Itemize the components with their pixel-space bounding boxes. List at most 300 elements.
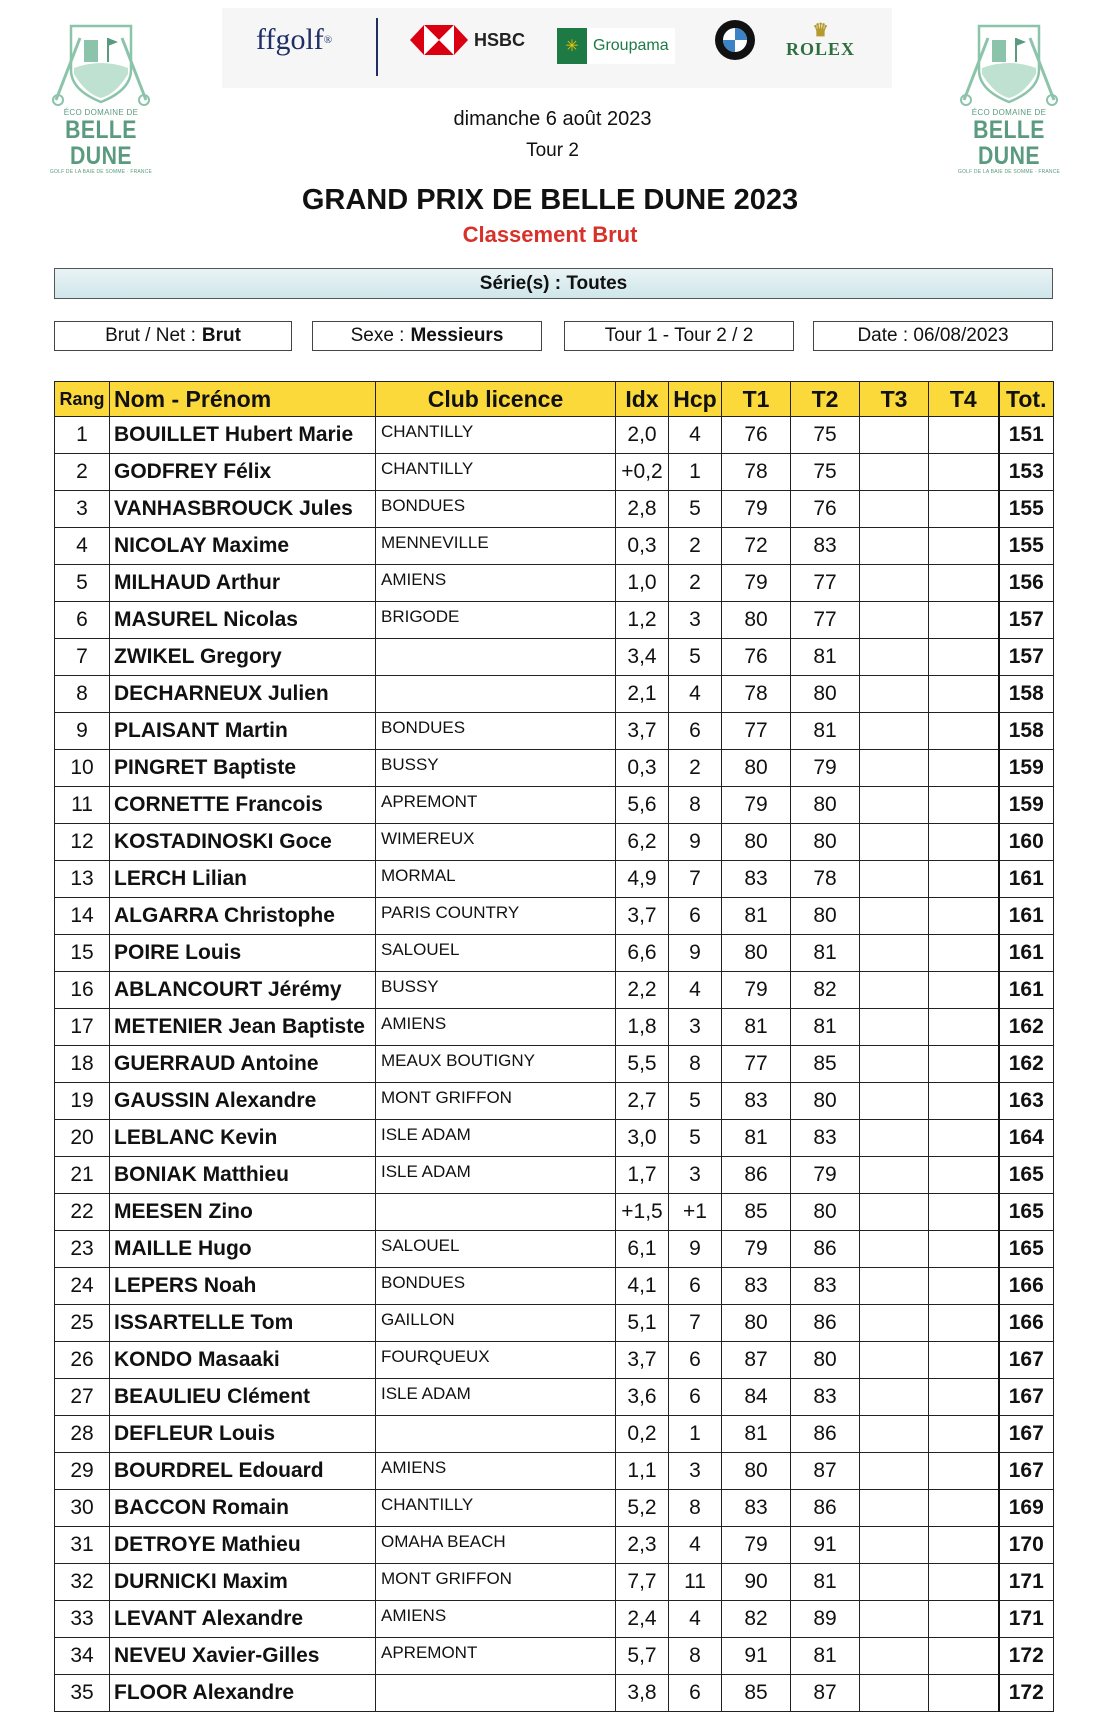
cell-t3 [860,1120,929,1157]
cell-nom: LERCH Lilian [110,861,376,898]
cell-tot: 158 [999,713,1054,750]
cell-rang: 14 [55,898,110,935]
cell-t2: 86 [791,1305,860,1342]
cell-t4 [929,861,999,898]
cell-t2: 86 [791,1490,860,1527]
cell-club: BONDUES [376,1268,616,1305]
cell-idx: 2,4 [616,1601,669,1638]
cell-t2: 77 [791,565,860,602]
cell-tot: 158 [999,676,1054,713]
cell-t1: 81 [722,1009,791,1046]
cell-t1: 82 [722,1601,791,1638]
cell-rang: 9 [55,713,110,750]
cell-t3 [860,1601,929,1638]
cell-hcp: 5 [669,639,722,676]
cell-idx: 7,7 [616,1564,669,1601]
cell-t4 [929,898,999,935]
cell-t3 [860,898,929,935]
cell-club: BUSSY [376,750,616,787]
cell-t1: 77 [722,1046,791,1083]
cell-t2: 80 [791,787,860,824]
cell-t1: 80 [722,1305,791,1342]
cell-t1: 85 [722,1675,791,1712]
cell-club: MONT GRIFFON [376,1083,616,1120]
cell-t3 [860,1157,929,1194]
table-row [55,1527,1054,1564]
cell-t3 [860,750,929,787]
cell-t2: 81 [791,713,860,750]
cell-t1: 79 [722,1231,791,1268]
cell-club: AMIENS [376,1453,616,1490]
cell-t1: 83 [722,861,791,898]
cell-hcp: 3 [669,1009,722,1046]
cell-t4 [929,676,999,713]
cell-club: MORMAL [376,861,616,898]
cell-nom: DEFLEUR Louis [110,1416,376,1453]
cell-rang: 29 [55,1453,110,1490]
cell-t4 [929,1638,999,1675]
cell-t1: 81 [722,1416,791,1453]
crown-icon: ♛ [812,19,829,40]
table-row [55,528,1054,565]
cell-club: AMIENS [376,1601,616,1638]
cell-nom: VANHASBROUCK Jules [110,491,376,528]
cell-tot: 165 [999,1231,1054,1268]
cell-tot: 162 [999,1046,1054,1083]
cell-nom: LEBLANC Kevin [110,1120,376,1157]
cell-t2: 79 [791,1157,860,1194]
cell-rang: 16 [55,972,110,1009]
cell-t4 [929,935,999,972]
cell-t3 [860,1268,929,1305]
cell-rang: 2 [55,454,110,491]
cell-t4 [929,713,999,750]
cell-t4 [929,491,999,528]
cell-t3 [860,1009,929,1046]
cell-t2: 80 [791,898,860,935]
col-header-club: Club licence [376,382,616,417]
cell-hcp: 4 [669,972,722,1009]
cell-t4 [929,1342,999,1379]
cell-t2: 91 [791,1527,860,1564]
cell-t3 [860,565,929,602]
club-logo-left [36,18,166,175]
cell-tot: 164 [999,1120,1054,1157]
cell-tot: 151 [999,417,1054,454]
cell-hcp: 6 [669,1342,722,1379]
col-header-nom: Nom - Prénom [110,382,376,417]
table-row [55,1194,1054,1231]
cell-idx: 0,2 [616,1416,669,1453]
sexe-label: Sexe : [350,325,405,346]
cell-t2: 81 [791,639,860,676]
cell-idx: 1,8 [616,1009,669,1046]
cell-idx: 1,7 [616,1157,669,1194]
cell-club: BRIGODE [376,602,616,639]
cell-t1: 76 [722,639,791,676]
table-row [55,750,1054,787]
cell-t4 [929,750,999,787]
cell-t4 [929,1305,999,1342]
table-row [55,935,1054,972]
cell-t3 [860,787,929,824]
date-box: Date : 06/08/2023 [813,321,1053,351]
cell-t2: 78 [791,861,860,898]
registered-icon: ® [323,34,333,46]
cell-idx: 2,2 [616,972,669,1009]
bmw-roundel-icon [714,19,756,61]
cell-rang: 15 [55,935,110,972]
cell-t4 [929,787,999,824]
cell-t2: 85 [791,1046,860,1083]
cell-club: AMIENS [376,1009,616,1046]
cell-nom: ISSARTELLE Tom [110,1305,376,1342]
cell-nom: POIRE Louis [110,935,376,972]
golf-crest-icon [954,18,1064,106]
logo-line-2: BELLE DUNE [65,116,137,170]
cell-club: MENNEVILLE [376,528,616,565]
col-header-t1: T1 [722,382,791,417]
cell-t3 [860,1527,929,1564]
cell-hcp: 4 [669,1601,722,1638]
cell-idx: +1,5 [616,1194,669,1231]
groupama-mark-icon: ✳ [557,28,587,64]
col-header-t3: T3 [860,382,929,417]
table-row [55,1268,1054,1305]
cell-t2: 80 [791,824,860,861]
cell-nom: GUERRAUD Antoine [110,1046,376,1083]
cell-t3 [860,639,929,676]
cell-tot: 165 [999,1157,1054,1194]
table-row [55,1120,1054,1157]
cell-t4 [929,1453,999,1490]
series-bar: Série(s) : Toutes [54,268,1053,299]
cell-t3 [860,1564,929,1601]
cell-tot: 159 [999,750,1054,787]
cell-tot: 161 [999,861,1054,898]
cell-tot: 167 [999,1379,1054,1416]
logo-line-1: ÉCO DOMAINE DE [971,108,1047,117]
brut-net-label: Brut / Net : [105,325,196,346]
cell-t2: 77 [791,602,860,639]
cell-club: ISLE ADAM [376,1157,616,1194]
table-row [55,417,1054,454]
table-row [55,787,1054,824]
ffgolf-logo [256,0,332,80]
col-header-tot: Tot. [999,382,1054,417]
cell-hcp: 6 [669,1268,722,1305]
tour-label: Tour 2 [526,140,579,161]
cell-idx: 2,7 [616,1083,669,1120]
page-title: GRAND PRIX DE BELLE DUNE 2023 [301,184,799,216]
cell-hcp: 2 [669,750,722,787]
cell-idx: 3,7 [616,713,669,750]
cell-rang: 5 [55,565,110,602]
cell-hcp: 8 [669,1490,722,1527]
cell-hcp: 1 [669,454,722,491]
sexe-box [312,321,542,351]
cell-t3 [860,861,929,898]
cell-t2: 80 [791,1194,860,1231]
bmw-logo [714,0,756,80]
table-row [55,861,1054,898]
cell-hcp: 1 [669,1416,722,1453]
cell-t4 [929,1675,999,1712]
cell-club: MEAUX BOUTIGNY [376,1046,616,1083]
cell-t2: 87 [791,1675,860,1712]
cell-t4 [929,417,999,454]
cell-hcp: 6 [669,898,722,935]
rolex-logo [786,0,855,80]
cell-tot: 159 [999,787,1054,824]
cell-idx: 5,7 [616,1638,669,1675]
cell-t3 [860,602,929,639]
cell-t3 [860,1490,929,1527]
cell-hcp: 5 [669,491,722,528]
golf-crest-icon [46,18,156,106]
cell-t1: 76 [722,417,791,454]
cell-club: WIMEREUX [376,824,616,861]
table-row [55,676,1054,713]
cell-idx: 2,0 [616,417,669,454]
cell-nom: DETROYE Mathieu [110,1527,376,1564]
col-header-rang: Rang [55,382,110,417]
table-header-row [55,382,1054,417]
cell-t3 [860,1231,929,1268]
logo-line-1: ÉCO DOMAINE DE [63,108,139,117]
cell-idx: 4,1 [616,1268,669,1305]
cell-hcp: 9 [669,935,722,972]
table-row [55,1453,1054,1490]
col-header-t4: T4 [929,382,999,417]
cell-rang: 23 [55,1231,110,1268]
table-row [55,1601,1054,1638]
cell-t2: 80 [791,1083,860,1120]
logo-line-2: BELLE DUNE [973,116,1045,170]
cell-t4 [929,824,999,861]
cell-club: ISLE ADAM [376,1379,616,1416]
cell-t3 [860,1083,929,1120]
cell-club: BONDUES [376,713,616,750]
cell-t2: 82 [791,972,860,1009]
col-header-hcp: Hcp [669,382,722,417]
cell-idx: 3,7 [616,898,669,935]
cell-nom: MASUREL Nicolas [110,602,376,639]
cell-t2: 83 [791,1120,860,1157]
cell-rang: 22 [55,1194,110,1231]
cell-hcp: 8 [669,787,722,824]
cell-t1: 78 [722,454,791,491]
cell-idx: 6,6 [616,935,669,972]
table-row [55,713,1054,750]
cell-nom: PLAISANT Martin [110,713,376,750]
cell-t3 [860,1453,929,1490]
cell-t3 [860,491,929,528]
groupama-logo [557,28,675,64]
cell-nom: BOUILLET Hubert Marie [110,417,376,454]
cell-idx: 3,8 [616,1675,669,1712]
cell-hcp: +1 [669,1194,722,1231]
cell-rang: 35 [55,1675,110,1712]
cell-t3 [860,1046,929,1083]
cell-t1: 79 [722,491,791,528]
cell-nom: NEVEU Xavier-Gilles [110,1638,376,1675]
cell-idx: 6,2 [616,824,669,861]
cell-hcp: 5 [669,1120,722,1157]
club-logo-right [944,18,1074,175]
cell-club: FOURQUEUX [376,1342,616,1379]
cell-rang: 4 [55,528,110,565]
cell-nom: CORNETTE Francois [110,787,376,824]
cell-rang: 19 [55,1083,110,1120]
cell-tot: 171 [999,1564,1054,1601]
cell-rang: 10 [55,750,110,787]
cell-tot: 162 [999,1009,1054,1046]
cell-tot: 169 [999,1490,1054,1527]
cell-hcp: 4 [669,417,722,454]
cell-club: GAILLON [376,1305,616,1342]
cell-idx: +0,2 [616,454,669,491]
cell-nom: BOURDREL Edouard [110,1453,376,1490]
cell-t1: 83 [722,1083,791,1120]
cell-t4 [929,639,999,676]
cell-t3 [860,417,929,454]
cell-tot: 166 [999,1305,1054,1342]
cell-rang: 12 [55,824,110,861]
cell-idx: 5,1 [616,1305,669,1342]
cell-tot: 167 [999,1453,1054,1490]
table-row [55,1305,1054,1342]
results-table [54,381,1054,1712]
table-row [55,602,1054,639]
cell-idx: 3,0 [616,1120,669,1157]
cell-nom: DURNICKI Maxim [110,1564,376,1601]
cell-tot: 153 [999,454,1054,491]
cell-nom: MEESEN Zino [110,1194,376,1231]
cell-nom: PINGRET Baptiste [110,750,376,787]
cell-hcp: 8 [669,1046,722,1083]
cell-t3 [860,972,929,1009]
cell-club [376,1675,616,1712]
cell-tot: 170 [999,1527,1054,1564]
cell-t1: 81 [722,898,791,935]
cell-tot: 161 [999,972,1054,1009]
cell-t1: 78 [722,676,791,713]
table-row [55,1083,1054,1120]
cell-rang: 31 [55,1527,110,1564]
table-row [55,1009,1054,1046]
table-row [55,491,1054,528]
cell-rang: 28 [55,1416,110,1453]
rolex-text: ROLEX [786,38,856,59]
groupama-text: Groupama [593,37,669,54]
cell-tot: 163 [999,1083,1054,1120]
cell-rang: 27 [55,1379,110,1416]
cell-t2: 83 [791,528,860,565]
cell-hcp: 11 [669,1564,722,1601]
cell-hcp: 5 [669,1083,722,1120]
cell-t3 [860,1675,929,1712]
col-header-t2: T2 [791,382,860,417]
cell-tot: 172 [999,1675,1054,1712]
cell-t3 [860,528,929,565]
cell-tot: 157 [999,602,1054,639]
cell-idx: 6,1 [616,1231,669,1268]
cell-hcp: 9 [669,1231,722,1268]
table-row [55,1675,1054,1712]
cell-t1: 80 [722,750,791,787]
table-row [55,639,1054,676]
table-row [55,565,1054,602]
cell-club: CHANTILLY [376,1490,616,1527]
cell-t2: 75 [791,454,860,491]
cell-hcp: 7 [669,1305,722,1342]
cell-rang: 21 [55,1157,110,1194]
logo-line-3: GOLF DE LA BAIE DE SOMME · FRANCE [957,169,1061,175]
cell-nom: ALGARRA Christophe [110,898,376,935]
cell-t2: 81 [791,935,860,972]
tours-box: Tour 1 - Tour 2 / 2 [564,321,794,351]
cell-rang: 7 [55,639,110,676]
cell-rang: 17 [55,1009,110,1046]
cell-t2: 83 [791,1379,860,1416]
cell-tot: 166 [999,1268,1054,1305]
table-row [55,1379,1054,1416]
table-row [55,1638,1054,1675]
cell-rang: 30 [55,1490,110,1527]
cell-t1: 86 [722,1157,791,1194]
cell-t4 [929,1231,999,1268]
cell-t1: 84 [722,1379,791,1416]
cell-t4 [929,602,999,639]
cell-t1: 83 [722,1490,791,1527]
table-row [55,824,1054,861]
cell-tot: 172 [999,1638,1054,1675]
cell-club: PARIS COUNTRY [376,898,616,935]
cell-t1: 79 [722,1527,791,1564]
cell-rang: 24 [55,1268,110,1305]
cell-club [376,676,616,713]
cell-idx: 1,1 [616,1453,669,1490]
cell-idx: 5,2 [616,1490,669,1527]
cell-idx: 5,6 [616,787,669,824]
cell-t3 [860,935,929,972]
sexe-value: Messieurs [410,325,504,346]
brut-net-value: Brut [201,325,241,346]
cell-t1: 79 [722,565,791,602]
cell-club: CHANTILLY [376,454,616,491]
cell-t3 [860,1638,929,1675]
cell-tot: 155 [999,491,1054,528]
cell-rang: 34 [55,1638,110,1675]
cell-rang: 11 [55,787,110,824]
col-header-idx: Idx [616,382,669,417]
cell-t2: 76 [791,491,860,528]
cell-t4 [929,528,999,565]
cell-nom: FLOOR Alexandre [110,1675,376,1712]
cell-rang: 1 [55,417,110,454]
cell-t2: 81 [791,1564,860,1601]
cell-rang: 33 [55,1601,110,1638]
cell-hcp: 3 [669,1157,722,1194]
event-date: dimanche 6 août 2023 [453,108,652,130]
cell-t4 [929,454,999,491]
cell-t3 [860,1416,929,1453]
cell-rang: 3 [55,491,110,528]
table-row [55,1157,1054,1194]
cell-t3 [860,1379,929,1416]
cell-tot: 160 [999,824,1054,861]
